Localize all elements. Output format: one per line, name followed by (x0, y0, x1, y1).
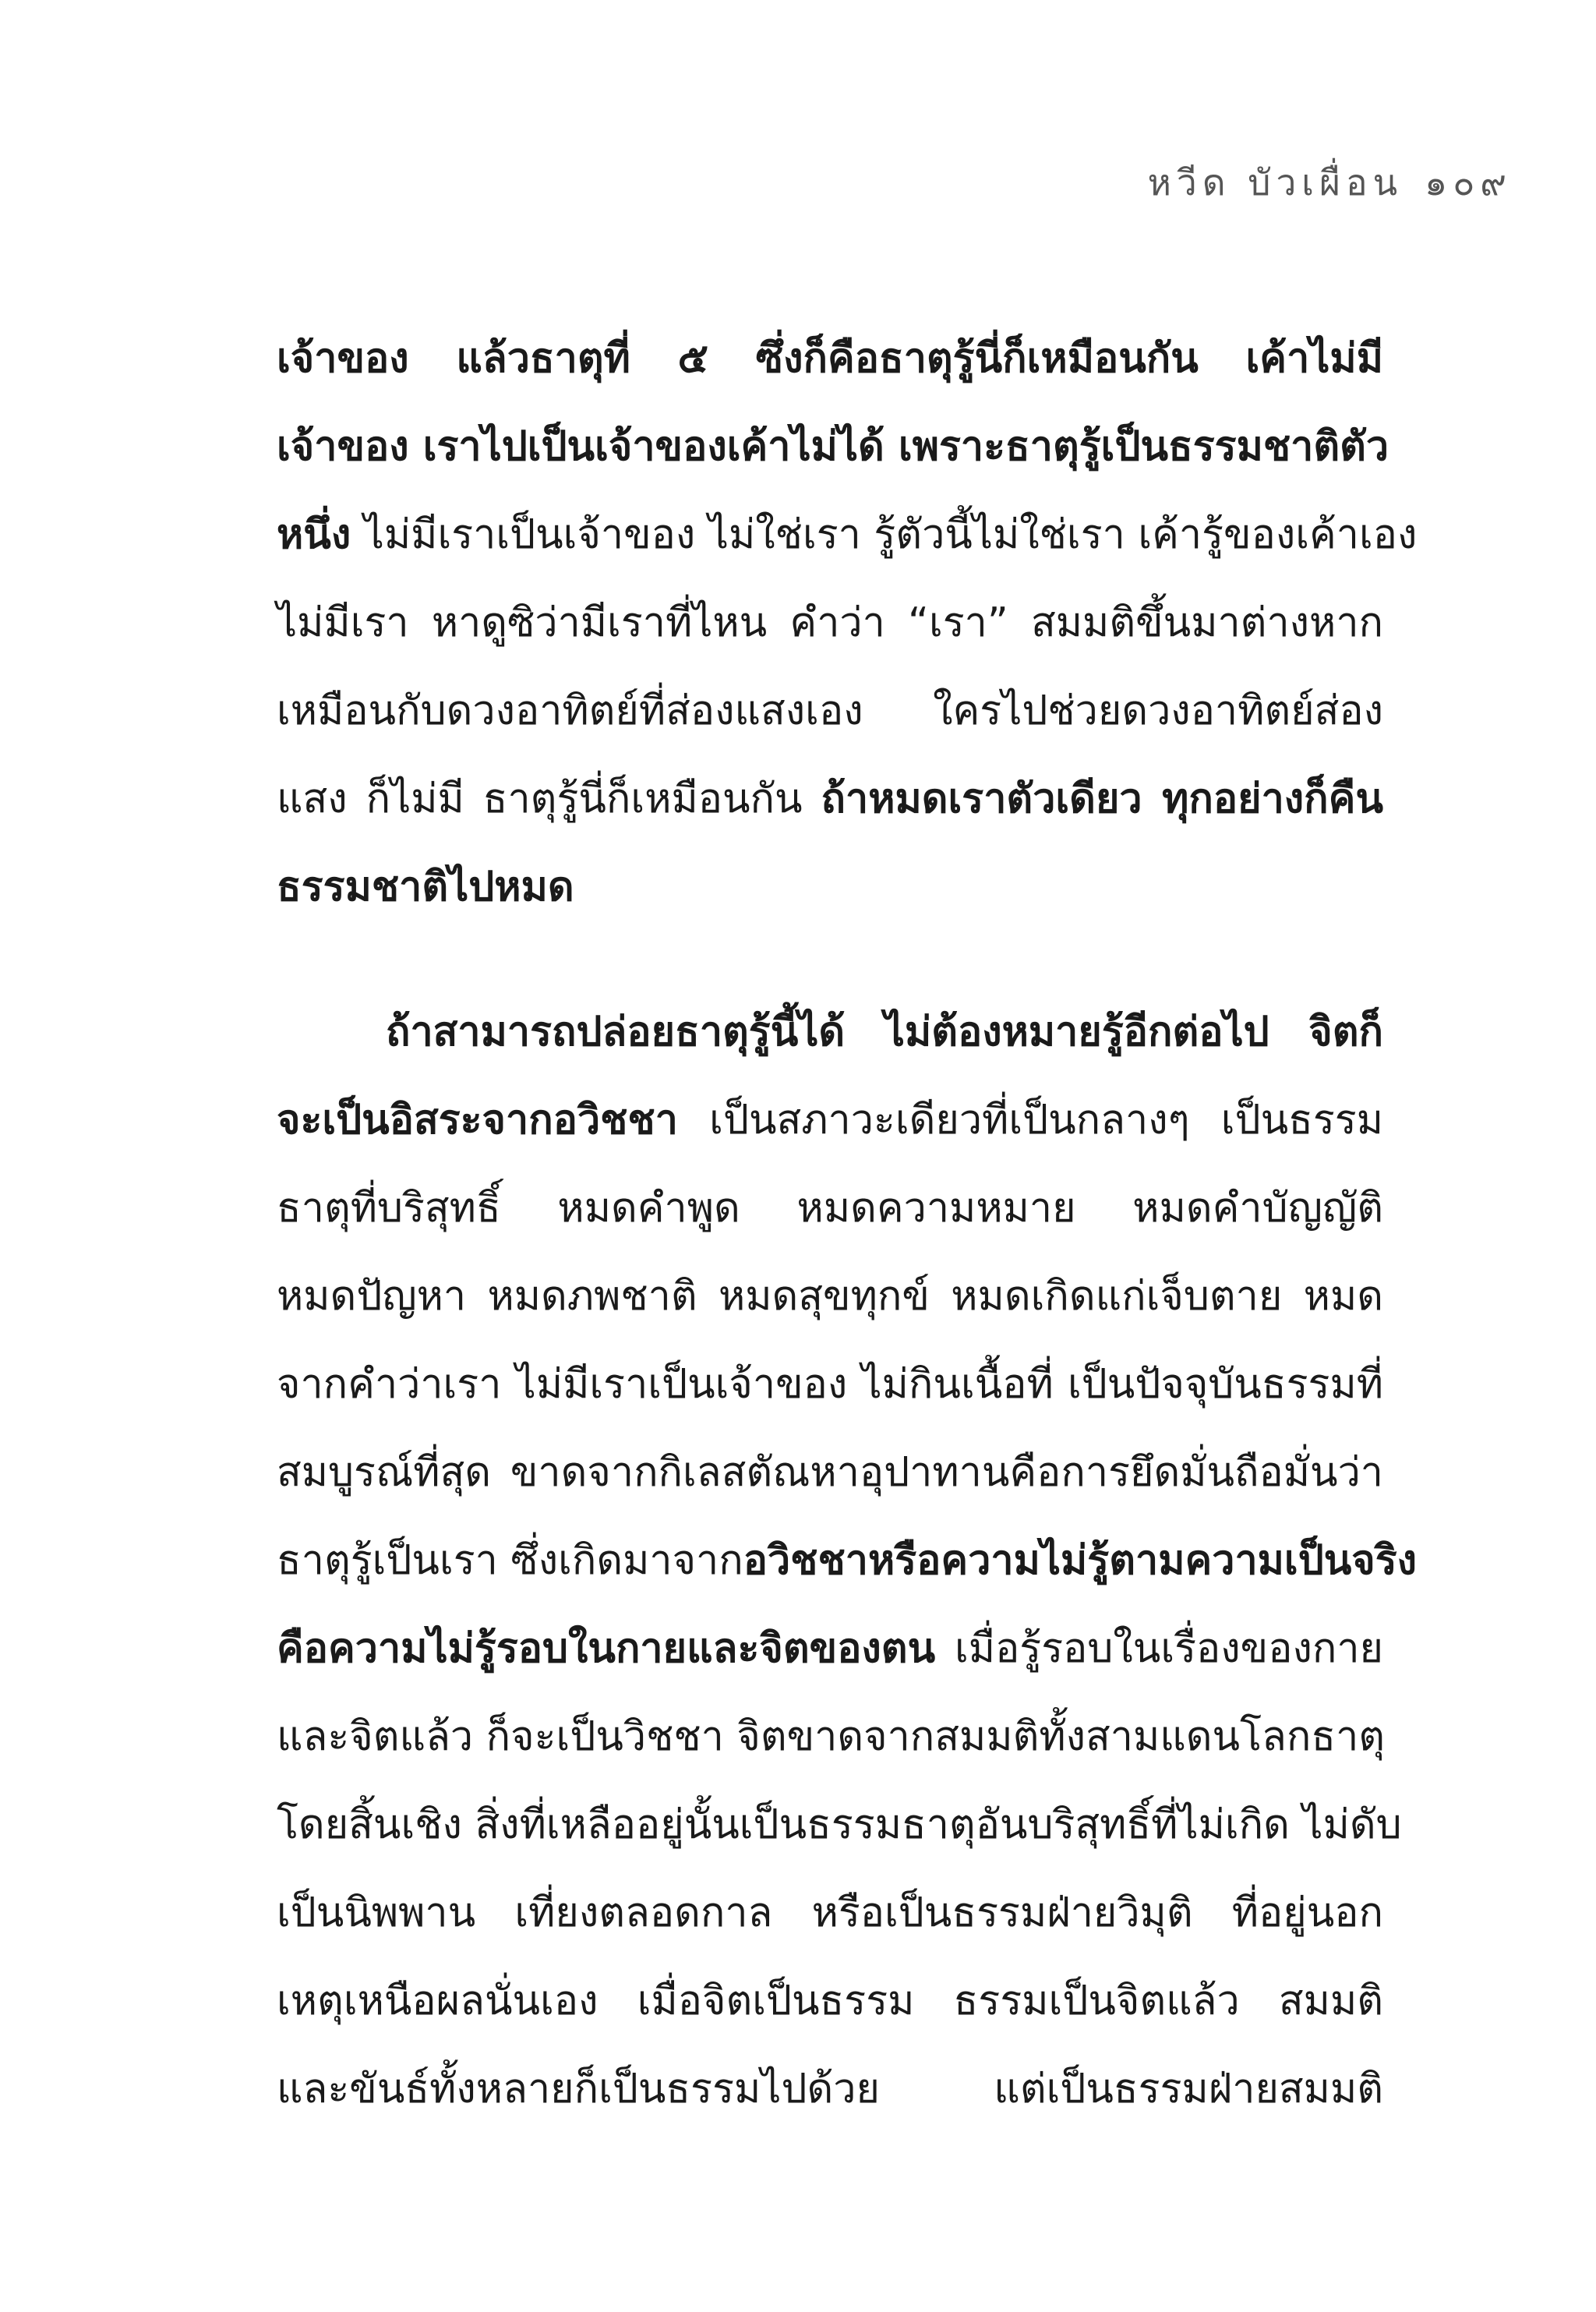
paragraph-line (277, 1605, 1383, 1693)
bold-text: อวิชชาหรือความไม่รู้ตามความเป็นจริง (743, 1537, 1418, 1584)
bold-text: ถ้าหมดเราตัวเดียว ทุกอย่างก็คืน (821, 776, 1384, 822)
body-text-run: เมื่อรู้รอบในเรื่องของกาย (935, 1625, 1383, 1672)
header-page-number: ๑๐๙ (1425, 161, 1512, 203)
paragraph-line (277, 1869, 1383, 1957)
body-text-run: ธาตุที่บริสุทธิ์ หมดคำพูด หมดความหมาย หมดคำบัญญัติ (277, 1185, 1383, 1232)
paragraph-line (277, 988, 1383, 1076)
paragraph-line (277, 1693, 1386, 1781)
body-text-run: ไม่มีเรา หาดูซิว่ามีเราที่ไหน คำว่า “เรา” สมมติขึ้นมาต่างหาก (277, 599, 1383, 646)
paragraph-line (277, 1957, 1383, 2045)
paragraph-line (277, 1165, 1383, 1253)
paragraph-line (277, 1076, 1383, 1165)
body-text-run: เป็นนิพพาน เที่ยงตลอดกาล หรือเป็นธรรมฝ่ายวิมุติ ที่อยู่นอก (277, 1890, 1383, 1936)
body-text-run: เหตุเหนือผลนั่นเอง เมื่อจิตเป็นธรรม ธรรมเป็นจิตแล้ว สมมติ (277, 1978, 1383, 2024)
paragraph-line (277, 843, 1383, 932)
paragraph-line (277, 403, 1389, 491)
paragraph-line (277, 315, 1383, 403)
body-text-run: จากคำว่าเรา ไม่มีเราเป็นเจ้าของ ไม่กินเนื้อที่ เป็นปัจจุบันธรรมที่ (277, 1361, 1383, 1408)
paragraph-line (277, 491, 1418, 579)
body-text-run: แสง ก็ไม่มี ธาตุรู้นี่ก็เหมือนกัน (277, 776, 821, 822)
body-text-run: ไม่มีเราเป็นเจ้าของ ไม่ใช่เรา รู้ตัวนี้ไม่ใช่เรา เค้ารู้ของเค้าเอง (351, 511, 1418, 558)
body-text-run: และจิตแล้ว ก็จะเป็นวิชชา จิตขาดจากสมมติทั้งสามแดนโลกธาตุ (277, 1713, 1386, 1760)
body-text-run: เป็นสภาวะเดียวที่เป็นกลางๆ เป็นธรรม (677, 1097, 1383, 1144)
paragraph-line (277, 579, 1383, 667)
paragraph-line (277, 1781, 1402, 1869)
body-text-run: และขันธ์ทั้งหลายก็เป็นธรรมไปด้วย แต่เป็นธรรมฝ่ายสมมติ (277, 2066, 1383, 2112)
header-author: หวีด บัวเผื่อน (1147, 161, 1404, 203)
bold-text: จะเป็นอิสระจากอวิชชา (277, 1097, 678, 1144)
body-text-run: หมดปัญหา หมดภพชาติ หมดสุขทุกข์ หมดเกิดแก่เจ็บตาย หมด (277, 1273, 1383, 1320)
paragraph-1 (277, 315, 1418, 932)
body-text-run: โดยสิ้นเชิง สิ่งที่เหลืออยู่นั้นเป็นธรรมธาตุอันบริสุทธิ์ที่ไม่เกิด ไม่ดับ (277, 1801, 1402, 1848)
bold-text: เจ้าของ เราไปเป็นเจ้าของเค้าไม่ได้ เพราะธาตุรู้เป็นธรรมชาติตัว (277, 423, 1389, 470)
bold-text: ถ้าสามารถปล่อยธาตุรู้นี้ได้ ไม่ต้องหมายรู้อีกต่อไป จิตก็ (386, 1009, 1383, 1055)
paragraph-line (277, 755, 1383, 843)
paragraph-2 (277, 988, 1418, 2133)
paragraph-line (277, 1253, 1383, 1341)
running-header (1126, 154, 1512, 211)
body-text-run: ธาตุรู้เป็นเรา ซึ่งเกิดมาจาก (277, 1537, 743, 1584)
body-text-run: สมบูรณ์ที่สุด ขาดจากกิเลสตัณหาอุปาทานคือการยึดมั่นถือมั่นว่า (277, 1449, 1383, 1496)
paragraph-line (277, 667, 1383, 755)
bold-text: เจ้าของ แล้วธาตุที่ ๕ ซึ่งก็คือธาตุรู้นี่ก็เหมือนกัน เค้าไม่มี (277, 335, 1383, 382)
bold-text: หนึ่ง (277, 511, 351, 558)
paragraph-line (277, 2045, 1383, 2133)
bold-text: ธรรมชาติไปหมด (277, 864, 574, 910)
paragraph-line (277, 1429, 1383, 1517)
body-text-run: เหมือนกับดวงอาทิตย์ที่ส่องแสงเอง ใครไปช่วยดวงอาทิตย์ส่อง (277, 688, 1383, 734)
paragraph-line (277, 1517, 1418, 1605)
paragraph-line (277, 1341, 1383, 1429)
bold-text: คือความไม่รู้รอบในกายและจิตของตน (277, 1625, 936, 1672)
